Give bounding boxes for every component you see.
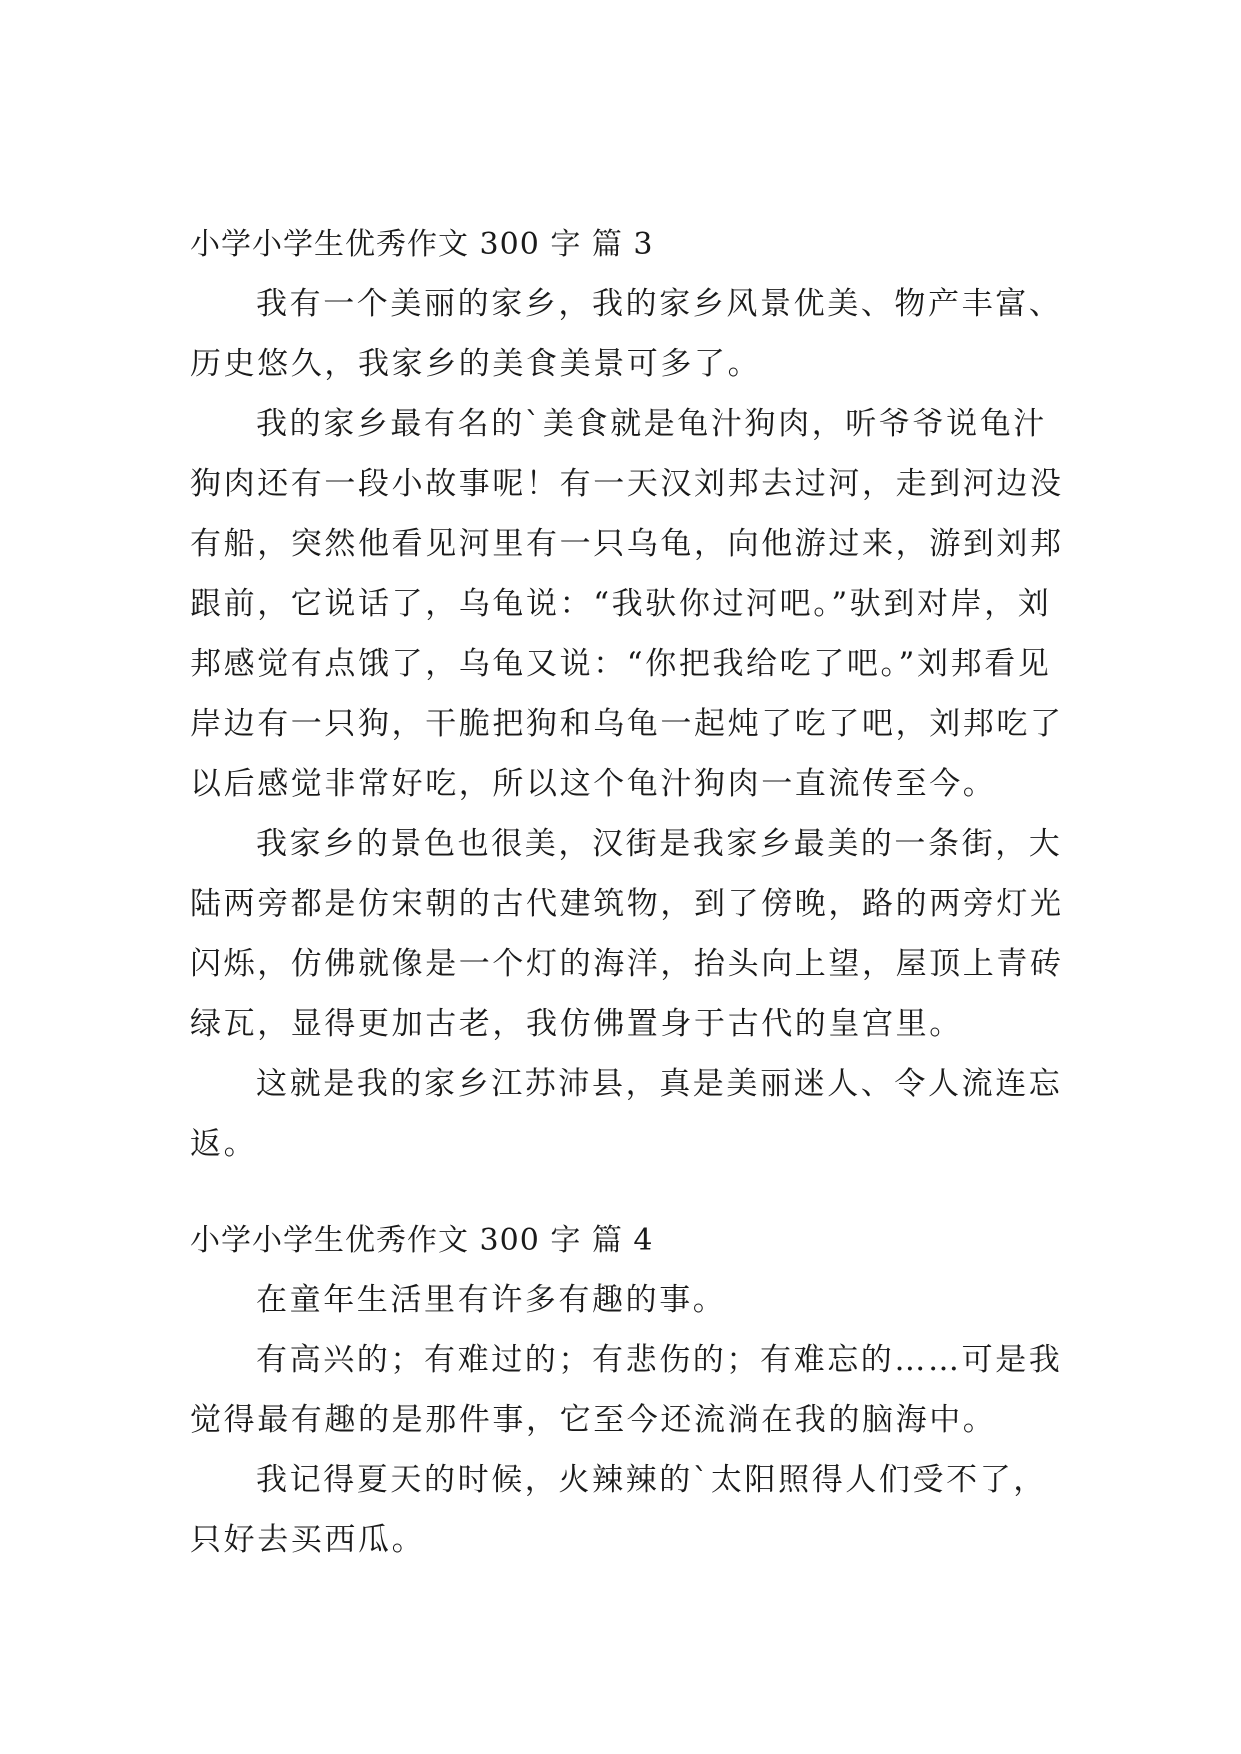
text-line: 历史悠久，我家乡的美食美景可多了。 <box>190 346 762 382</box>
text-line: 跟前，它说话了，乌龟说：“我驮你过河吧。”驮到对岸，刘 <box>190 586 1052 622</box>
text-line: 绿瓦，显得更加古老，我仿佛置身于古代的皇宫里。 <box>190 1006 963 1042</box>
paragraph <box>190 1054 1070 1174</box>
text-line: 有高兴的；有难过的；有悲伤的；有难忘的……可是我 <box>256 1342 1063 1378</box>
section-heading: 小学小学生优秀作文 300 字 篇 4 <box>190 1223 654 1258</box>
section-heading: 小学小学生优秀作文 300 字 篇 3 <box>190 227 654 262</box>
paragraph <box>190 274 1070 394</box>
text-line: 我的家乡最有名的`美食就是龟汁狗肉，听爷爷说龟汁 <box>256 406 1047 442</box>
essay-section-4 <box>190 1212 1070 1570</box>
paragraph <box>190 1450 1070 1570</box>
essay-section-3 <box>190 216 1070 1174</box>
text-line: 我记得夏天的时候，火辣辣的`太阳照得人们受不了， <box>256 1462 1047 1498</box>
paragraph <box>190 814 1070 1054</box>
text-line: 邦感觉有点饿了，乌龟又说：“你把我给吃了吧。”刘邦看见 <box>190 646 1052 682</box>
text-line: 以后感觉非常好吃，所以这个龟汁狗肉一直流传至今。 <box>190 766 997 802</box>
paragraph <box>190 1270 1070 1330</box>
text-line: 在童年生活里有许多有趣的事。 <box>256 1282 727 1318</box>
paragraph <box>190 394 1070 814</box>
text-line: 只好去买西瓜。 <box>190 1522 426 1558</box>
text-line: 闪烁，仿佛就像是一个灯的海洋，抬头向上望，屋顶上青砖 <box>190 946 1064 982</box>
text-line: 这就是我的家乡江苏沛县，真是美丽迷人、令人流连忘 <box>256 1066 1063 1102</box>
text-line: 我有一个美丽的家乡，我的家乡风景优美、物产丰富、 <box>256 286 1063 322</box>
text-line: 岸边有一只狗，干脆把狗和乌龟一起炖了吃了吧，刘邦吃了 <box>190 706 1064 742</box>
paragraph <box>190 1330 1070 1450</box>
text-line: 有船，突然他看见河里有一只乌龟，向他游过来，游到刘邦 <box>190 526 1064 562</box>
text-line: 觉得最有趣的是那件事，它至今还流淌在我的脑海中。 <box>190 1402 997 1438</box>
text-line: 返。 <box>190 1126 258 1162</box>
text-line: 狗肉还有一段小故事呢！有一天汉刘邦去过河，走到河边没 <box>190 466 1064 502</box>
text-line: 陆两旁都是仿宋朝的古代建筑物，到了傍晚，路的两旁灯光 <box>190 886 1064 922</box>
text-line: 我家乡的景色也很美，汉街是我家乡最美的一条街，大 <box>256 826 1063 862</box>
